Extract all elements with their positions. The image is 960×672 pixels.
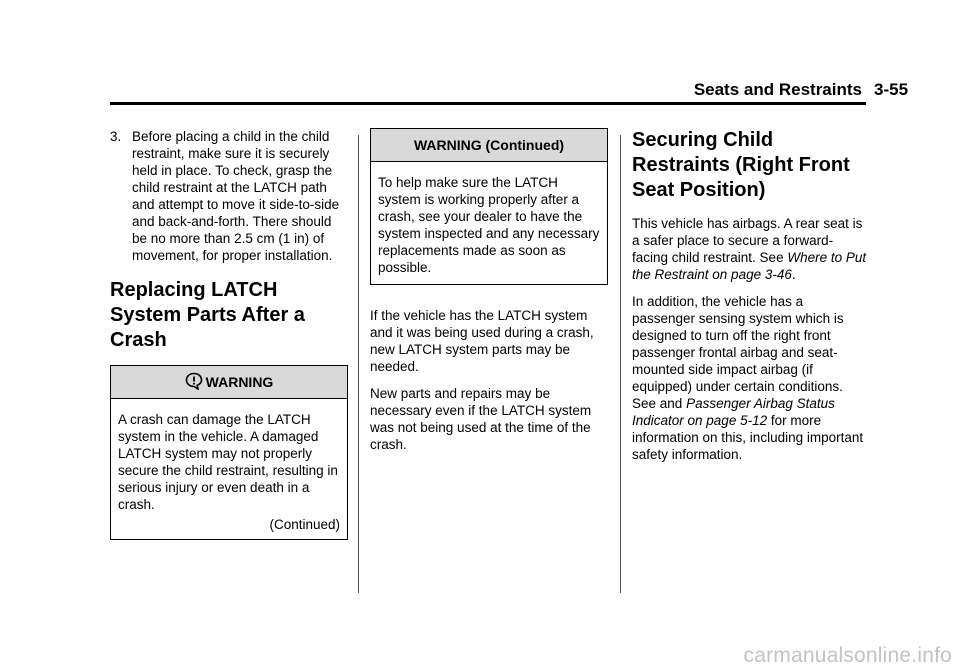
column-divider-2 — [620, 135, 621, 593]
paragraph-passenger-sensing — [632, 293, 868, 463]
paragraph-airbags — [632, 215, 868, 283]
step-number: 3. — [110, 129, 122, 144]
warning-continued-box — [370, 128, 608, 285]
watermark: carmanualsonline.info — [743, 644, 952, 667]
section-heading-right-front: Securing Child Restraints (Right Front Seat Position) — [632, 129, 850, 201]
paragraph-passenger-sensing-text: In addition, the vehicle has a passenger sensing system which is designed to turn off the right front passenger frontal airbag and seat-mounted side impact airbag (if equipped) under certain conditions. See and — [632, 294, 844, 411]
warning-box — [110, 365, 348, 540]
column-divider-1 — [358, 135, 359, 593]
numbered-step — [110, 128, 348, 264]
column-1 — [110, 128, 348, 552]
paragraph-airbags-text: This vehicle has airbags. A rear seat is a safer place to secure a forward-facing child restraint. See — [632, 216, 863, 265]
step-text: Before placing a child in the child restraint, make sure it is securely held in place. To check, grasp the child restraint at the LATCH path and attempt to move it side-to-side and back-and-forth. There should be no more than 2.5 cm (1 in) of movement, for proper installation. — [132, 129, 340, 263]
header-rule — [110, 102, 866, 105]
link-passenger-airbag-status[interactable]: Passenger Airbag Status Indicator on page 5-12 — [632, 396, 835, 428]
warning-text: A crash can damage the LATCH system in the vehicle. A damaged LATCH system may not properly secure the child restraint, resulting in serious injury or even death in a crash. — [118, 412, 338, 512]
page-number: 3-55 — [874, 80, 909, 99]
paragraph-passenger-sensing-end: for more information on this, including important safety information. — [632, 413, 864, 462]
column-2 — [370, 128, 608, 463]
warning-header — [111, 366, 347, 399]
link-where-to-put-restraint[interactable]: Where to Put the Restraint on page 3-46 — [632, 250, 867, 282]
section-heading: Replacing LATCH System Parts After a Crash — [110, 279, 305, 351]
paragraph-new-parts: New parts and repairs may be necessary even if the LATCH system was not being used at the time of the crash. — [370, 386, 592, 452]
column-3 — [632, 128, 868, 473]
paragraph-latch-parts: If the vehicle has the LATCH system and it was being used during a crash, new LATCH system parts may be needed. — [370, 308, 594, 374]
warning-symbol-icon — [185, 369, 203, 401]
warning-continued-header: WARNING (Continued) — [371, 129, 607, 162]
warning-body — [111, 399, 347, 539]
warning-continued-body — [371, 162, 607, 284]
section-title: Seats and Restraints — [693, 80, 862, 99]
continued-label: (Continued) — [269, 517, 340, 532]
warning-continued-text: To help make sure the LATCH system is working properly after a crash, see your dealer to have the system inspected and any necessary replacements made as soon as possible. — [378, 175, 600, 275]
warning-title: WARNING — [205, 374, 274, 390]
paragraph-airbags-end: . — [791, 267, 796, 282]
